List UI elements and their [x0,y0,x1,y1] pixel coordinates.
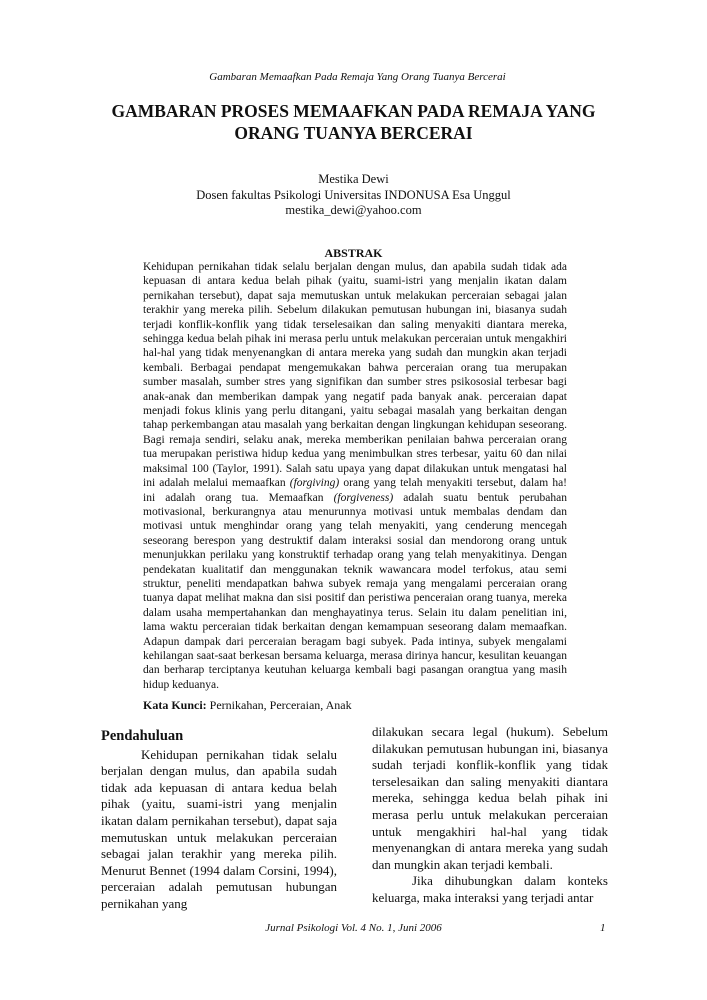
body-column-right [372,724,608,907]
body-paragraph: Kehidupan pernikahan tidak selalu berjalan dengan mulus, dan apabila sudah tidak ada kepuasan di antara kedua belah pihak (yaitu, suami-istri yang menjalin ikatan dalam pernikahan tersebut), dapat saja memutuskan untuk melakukan perceraian sebagai jalan terakhir yang mereka pilih. Menurut Bennet (1994 dalam Corsini, 1994), perceraian adalah pemutusan hubungan pernikahan yang [101,746,337,911]
abstract-heading: ABSTRAK [324,246,383,260]
abstract-term-forgiving: (forgiving) [289,477,340,490]
journal-footer: Jurnal Psikologi Vol. 4 No. 1, Juni 2006 [265,922,442,934]
keywords-label: Kata Kunci: [143,698,207,712]
body-paragraph: dilakukan secara legal (hukum). Sebelum dilakukan pemutusan hubungan ini, biasanya sudah terjadi konflik-konflik yang tidak terselesaikan dan saling menyakiti diantara mereka, sehingga kedua belah pihak ini merasa perlu untuk melakukan perceraian untuk mengakhiri hal-hal yang tidak menyenangkan di antara mereka yang sudah dan mungkin akan terjadi kembali. [372,724,608,872]
abstract-text-part3: adalah suatu bentuk perubahan motivasional, berkurangnya atau menurunnya motivasi untuk membalas dendam dan motivasi untuk menghindar orang yang telah menyakiti, yang cenderung mencegah seseorang berespon yang destruktif dalam interaksi sosial dan mendorong orang untuk menunjukkan perilaku yang konstruktif terhadap orang yang telah menyakitinya. Dengan pendekatan kualitatif dan menggunakan teknik wawancara model terfokus, atau semi struktur, peneliti mendapatkan bahwa subyek remaja yang mengalami perceraian orang tuanya dapat melihat makna dan sisi positif dan peristiwa penceraian orang tuanya, mereka dalam usaha mempertahankan dan menghayatinya terus. Selain itu dalam penelitian ini, lama waktu perceraian tidak berkaitan dengan kemampuan seseorang dalam memaafkan. Adapun dampak dari perceraian beragam bagi subyek. Pada intinya, subyek mengalami kehilangan saat-saat berkesan bersama keluarga, merasa dirinya hancur, kesulitan keuangan dan berharap terciptanya keutuhan keluarga kembali bagi pasangan orangtua yang masih hidup keduanya. [143,491,567,691]
abstract-term-forgiveness: (forgiveness) [333,491,394,504]
body-column-left [101,728,337,913]
author-name: Mestika Dewi [318,172,389,186]
body-paragraph: Jika dihubungkan dalam konteks keluarga, maka interaksi yang terjadi antar [372,873,608,905]
keywords-value: Pernikahan, Perceraian, Anak [206,698,352,712]
section-heading-pendahuluan: Pendahuluan [101,728,184,744]
author-affiliation: Dosen fakultas Psikologi Universitas INDONUSA Esa Unggul [196,187,511,202]
abstract-text-part1: Kehidupan pernikahan tidak selalu berjalan dengan mulus, dan apabila sudah tidak ada kepuasan di antara kedua belah pihak (yaitu, suami-istri yang menjalin ikatan dalam pernikahan tersebut), dapat saja memutuskan untuk melakukan perceraian sebagai jalan terakhir yang mereka pilih. Sebelum dilakukan pemutusan hubungan ini, biasanya sudah terjadi konflik-konflik yang tidak terselesaikan dan saling menyakiti diantara mereka, sehingga kedua belah pihak ini merasa perlu untuk melakukan perceraian untuk mengakhiri hal-hal yang tidak menyenangkan di antara mereka yang sudah dan mungkin akan terjadi kembali. Berbagai pendapat mengemukakan bahwa perceraian orang tua merupakan sumber masalah, sumber stres yang signifikan dan sumber stres psikososial terbesar bagi anak-anak dan memberikan dampak yang negatif pada banyak anak. perceraian dapat menjadi fokus klinis yang perlu ditangani, yaitu sebagai masalah yang berkaitan dengan tahap perkembangan atau masalah yang berkaitan dengan lingkungan kehidupan seseorang. Bagi remaja sendiri, selaku anak, mereka memberikan penilaian bahwa perceraian orang tua merupakan peristiwa hidup kedua yang menimbulkan stres terbesar, yaitu 60 dan nilai maksimal 100 (Taylor, 1991). Salah satu upaya yang dapat dilakukan untuk mengatasi hal ini adalah melalui memaafkan [143,261,567,490]
page-number: 1 [600,922,606,934]
running-header: Gambaran Memaafkan Pada Remaja Yang Orang Tuanya Bercerai [209,71,506,83]
paper-title: GAMBARAN PROSES MEMAAFKAN PADA REMAJA YANG ORANG TUANYA BERCERAI [111,101,596,143]
abstract-text-part2: orang yang telah menyakiti tersebut, dalam ha! ini adalah orang tua. Memaafkan [143,477,567,504]
abstract-body [143,260,567,692]
keywords [143,698,567,713]
author-block [100,172,607,219]
author-email: mestika_dewi@yahoo.com [285,203,422,217]
